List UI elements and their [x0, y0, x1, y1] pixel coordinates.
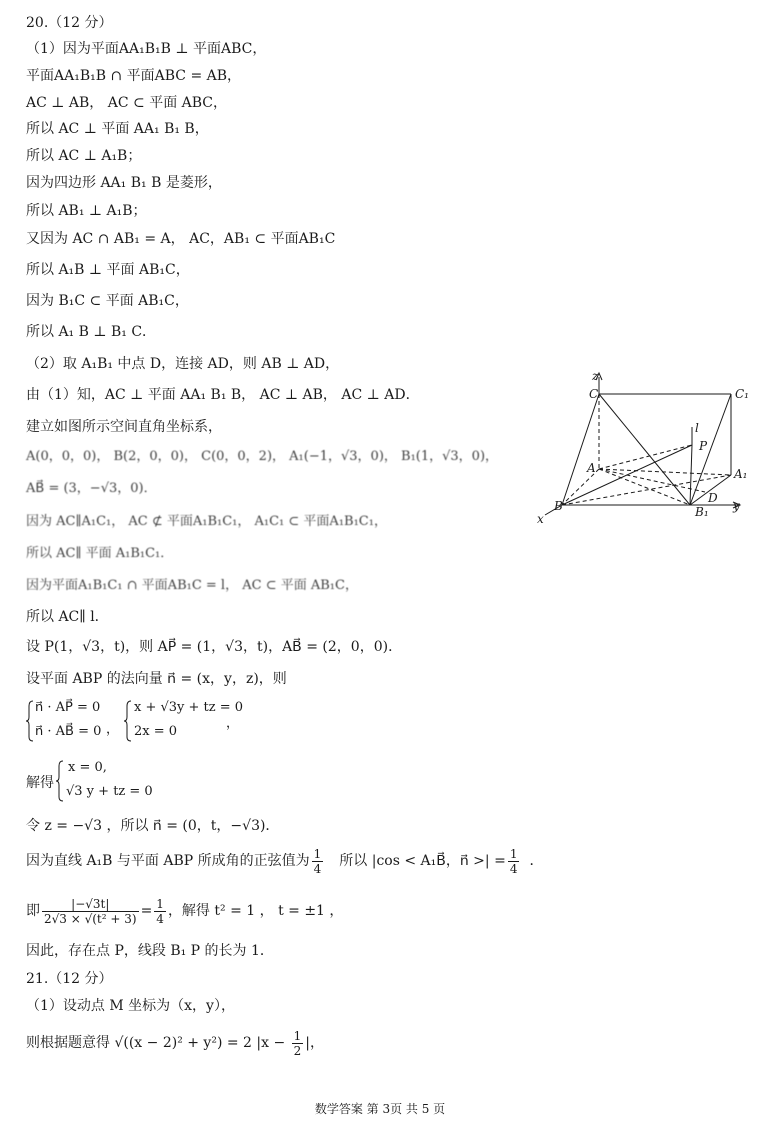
sine-line: 因为直线 A₁B 与平面 ABP 所成角的正弦值为 $\frac{1}{4}$ 所以 |cos < A₁B⃗，n⃗ >| = $\frac{1}{4}$ ．: [26, 846, 544, 876]
label-A1: A₁: [734, 467, 748, 481]
equation: x = 0,: [68, 760, 107, 775]
conclusion-line: 因此，存在点 P，线段 B₁ P 的长为 1．: [26, 943, 274, 959]
equation: √3 y + tz = 0: [66, 784, 153, 799]
numerator: 1: [293, 1028, 302, 1043]
solution-line: 平面AA₁B₁B ∩ 平面ABC = AB，: [26, 68, 242, 84]
equation-system-2: [26, 758, 226, 808]
label-C1: C₁: [735, 387, 749, 401]
page-footer: 数学答案 第 3页 共 5 页: [314, 1102, 446, 1116]
label-x: x: [537, 512, 544, 526]
solution-line: （2）取 A₁B₁ 中点 D，连接 AD，则 AB ⊥ AD，: [26, 356, 340, 372]
label-P: P: [699, 439, 708, 453]
solution-line: 所以 AC ⊥ 平面 AA₁ B₁ B，: [26, 121, 209, 137]
denominator: 4: [156, 911, 164, 926]
solution-line: 令 z = −√3 ，所以 n⃗ = (0，t，−√3)．: [26, 818, 280, 834]
label-l: l: [695, 421, 699, 435]
left-brace-icon: [124, 700, 132, 742]
separator: ，: [106, 722, 120, 737]
left-brace-icon: [26, 700, 34, 742]
solution-line: 所以 AB₁ ⊥ A₁B；: [26, 203, 147, 219]
solution-line: 因为平面A₁B₁C₁ ∩ 平面AB₁C = l， AC ⊂ 平面 AB₁C，: [26, 578, 358, 593]
fraction: [42, 897, 139, 926]
numerator: 1: [156, 896, 164, 911]
equation: n⃗ · AB⃗ = 0: [35, 724, 102, 739]
denominator: 2: [293, 1043, 302, 1058]
denominator: 4: [509, 861, 518, 876]
label-z: z: [592, 369, 599, 383]
problem-21-header: 21.（12 分）: [26, 971, 113, 987]
solution-line: 因为 AC∥A₁C₁， AC ⊄ 平面A₁B₁C₁， A₁C₁ ⊂ 平面A₁B₁C₁，: [26, 514, 387, 529]
solution-text: ，解得 t² = 1 ， t = ±1 ，: [167, 903, 344, 919]
denominator: 2√3 × √(t² + 3): [44, 911, 137, 926]
solution-text: |，: [305, 1035, 325, 1051]
equation: 2x = 0: [134, 724, 178, 739]
equals-sign: =: [140, 903, 153, 919]
solution-line: （1）设动点 M 坐标为（x，y），: [26, 998, 235, 1014]
solution-line: 所以 AC∥ 平面 A₁B₁C₁．: [26, 546, 174, 561]
prism-figure: [535, 362, 755, 532]
solution-text: 因为直线 A₁B 与平面 ABP 所成角的正弦值为: [26, 853, 310, 869]
fraction: [154, 897, 166, 926]
coordinates-line: A(0，0，0)， B(2，0，0)， C(0，0，2)， A₁(−1，√3，0)， B₁(1，√3，0)，: [26, 449, 499, 464]
solve-label: 解得: [26, 775, 54, 791]
equation-system-1: [26, 698, 266, 748]
fraction: [508, 847, 520, 876]
label-B1: B₁: [695, 505, 709, 519]
solution-line: 所以 A₁ B ⊥ B₁ C．: [26, 324, 157, 340]
solution-line: 由（1）知，AC ⊥ 平面 AA₁ B₁ B， AC ⊥ AB， AC ⊥ AD．: [26, 387, 420, 403]
problem-20-header: 20.（12 分）: [26, 15, 113, 31]
solution-line: 设平面 ABP 的法向量 n⃗ = (x，y，z)，则: [26, 671, 287, 687]
label-y: y: [733, 499, 740, 513]
solution-line: 因为 B₁C ⊂ 平面 AB₁C，: [26, 293, 189, 309]
separator: ，: [226, 716, 240, 731]
numerator: 1: [509, 846, 518, 861]
label-B: B: [554, 499, 563, 513]
solution-line: 又因为 AC ∩ AB₁ = A， AC，AB₁ ⊂ 平面AB₁C: [26, 231, 336, 247]
label-A: A: [587, 461, 596, 475]
vector-line: AB⃗ = (3，−√3，0)．: [26, 481, 157, 496]
solution-text: 所以 |cos < A₁B⃗，n⃗ >| =: [339, 853, 506, 869]
equation: x + √3y + tz = 0: [134, 700, 244, 715]
solution-line: 所以 A₁B ⊥ 平面 AB₁C，: [26, 262, 190, 278]
ratio-line: [26, 893, 343, 929]
solution-line: 所以 AC∥ l．: [26, 609, 109, 625]
left-brace-icon: [56, 760, 64, 802]
fraction: [292, 1029, 304, 1058]
denominator: 4: [313, 861, 322, 876]
solution-text: 则根据题意得 √((x − 2)² + y²) = 2 |x −: [26, 1035, 290, 1051]
solution-text: 即: [26, 903, 40, 919]
solution-line: AC ⊥ AB， AC ⊂ 平面 ABC，: [26, 95, 228, 111]
solution-line: （1）因为平面AA₁B₁B ⊥ 平面ABC，: [26, 41, 267, 57]
label-D: D: [708, 491, 718, 505]
solution-line: 设 P(1，√3，t)，则 AP⃗ = (1，√3，t)，AB⃗ = (2，0，0)．: [26, 639, 403, 655]
label-C: C: [589, 387, 599, 401]
fraction: [312, 847, 324, 876]
numerator: 1: [313, 846, 322, 861]
solution-line: 所以 AC ⊥ A₁B；: [26, 148, 142, 164]
equation: n⃗ · AP⃗ = 0: [35, 700, 101, 715]
solution-line: 因为四边形 AA₁ B₁ B 是菱形，: [26, 175, 222, 191]
solution-line: 建立如图所示空间直角坐标系，: [26, 419, 222, 435]
numerator: |−√3t|: [42, 897, 139, 912]
distance-equation-line: [26, 1026, 324, 1060]
